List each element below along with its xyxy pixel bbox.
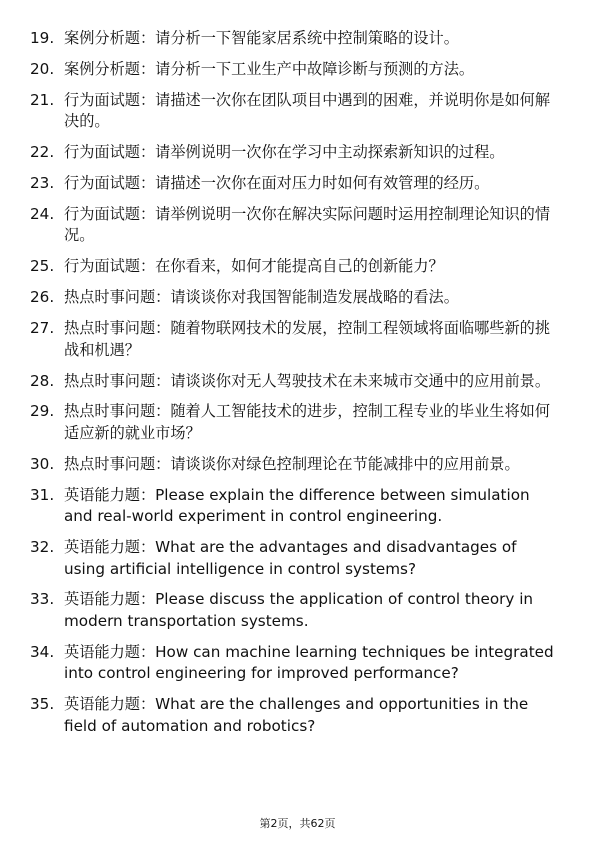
- question-number: 26.: [30, 288, 55, 307]
- question-text: 行为面试题：请举例说明一次你在解决实际问题时运用控制理论知识的情况。: [64, 204, 550, 245]
- question-item: [30, 401, 560, 444]
- question-number: 31.: [30, 485, 55, 504]
- question-item: [30, 142, 560, 164]
- question-item: [30, 485, 560, 528]
- question-number: 29.: [30, 402, 55, 421]
- question-text: 热点时事问题：随着人工智能技术的进步，控制工程专业的毕业生将如何适应新的就业市场？: [64, 402, 550, 442]
- question-item: [30, 642, 560, 685]
- question-item: [30, 59, 560, 81]
- question-number: 23.: [30, 174, 55, 193]
- question-number: 32.: [30, 538, 55, 557]
- question-item: [30, 589, 560, 632]
- question-item: [30, 318, 560, 361]
- question-item: [30, 256, 560, 278]
- question-item: [30, 454, 560, 476]
- question-text: 英语能力题：What are the advantages and disadvantages of using artificial intelligence in control systems?: [64, 538, 517, 578]
- question-text: 行为面试题：请描述一次你在团队项目中遇到的困难，并说明你是如何解决的。: [64, 90, 550, 131]
- question-text: 行为面试题：在你看来，如何才能提高自己的创新能力？: [64, 257, 444, 276]
- question-text: 英语能力题：What are the challenges and opportunities in the field of automation and robotics?: [64, 695, 529, 735]
- question-text: 行为面试题：请举例说明一次你在学习中主动探索新知识的过程。: [64, 143, 505, 162]
- question-text: 英语能力题：Please explain the difference between simulation and real-world experiment in control engineering.: [64, 485, 530, 526]
- question-item: [30, 287, 560, 309]
- question-text: 热点时事问题：请谈谈你对绿色控制理论在节能减排中的应用前景。: [64, 454, 520, 473]
- question-list: [30, 28, 560, 747]
- question-number: 28.: [30, 371, 55, 390]
- question-text: 行为面试题：请描述一次你在面对压力时如何有效管理的经历。: [64, 174, 490, 193]
- question-number: 22.: [30, 143, 55, 162]
- question-number: 19.: [30, 29, 55, 47]
- question-number: 21.: [30, 90, 55, 109]
- question-text: 热点时事问题：请谈谈你对我国智能制造发展战略的看法。: [64, 288, 459, 307]
- question-item: [30, 173, 560, 195]
- question-number: 34.: [30, 642, 55, 661]
- question-number: 27.: [30, 319, 55, 338]
- question-text: 案例分析题：请分析一下工业生产中故障诊断与预测的方法。: [64, 59, 475, 78]
- question-number: 33.: [30, 590, 55, 609]
- question-text: 英语能力题：Please discuss the application of control theory in modern transportation systems.: [64, 590, 534, 630]
- question-number: 35.: [30, 695, 55, 714]
- question-item: [30, 371, 560, 393]
- question-item: [30, 537, 560, 580]
- question-text: 热点时事问题：随着物联网技术的发展，控制工程领域将面临哪些新的挑战和机遇？: [64, 319, 550, 359]
- question-number: 30.: [30, 454, 55, 473]
- question-number: 20.: [30, 59, 55, 78]
- question-item: [30, 694, 560, 737]
- question-item: [30, 28, 560, 50]
- question-number: 25.: [30, 257, 55, 276]
- question-item: [30, 204, 560, 247]
- page-footer: 第2页，共62页: [259, 817, 336, 830]
- question-text: 案例分析题：请分析一下智能家居系统中控制策略的设计。: [64, 29, 459, 47]
- question-number: 24.: [30, 204, 55, 223]
- question-item: [30, 90, 560, 133]
- question-text: 英语能力题：How can machine learning techniques be integrated into control engineering for improved performance?: [64, 642, 554, 683]
- question-text: 热点时事问题：请谈谈你对无人驾驶技术在未来城市交通中的应用前景。: [64, 371, 550, 390]
